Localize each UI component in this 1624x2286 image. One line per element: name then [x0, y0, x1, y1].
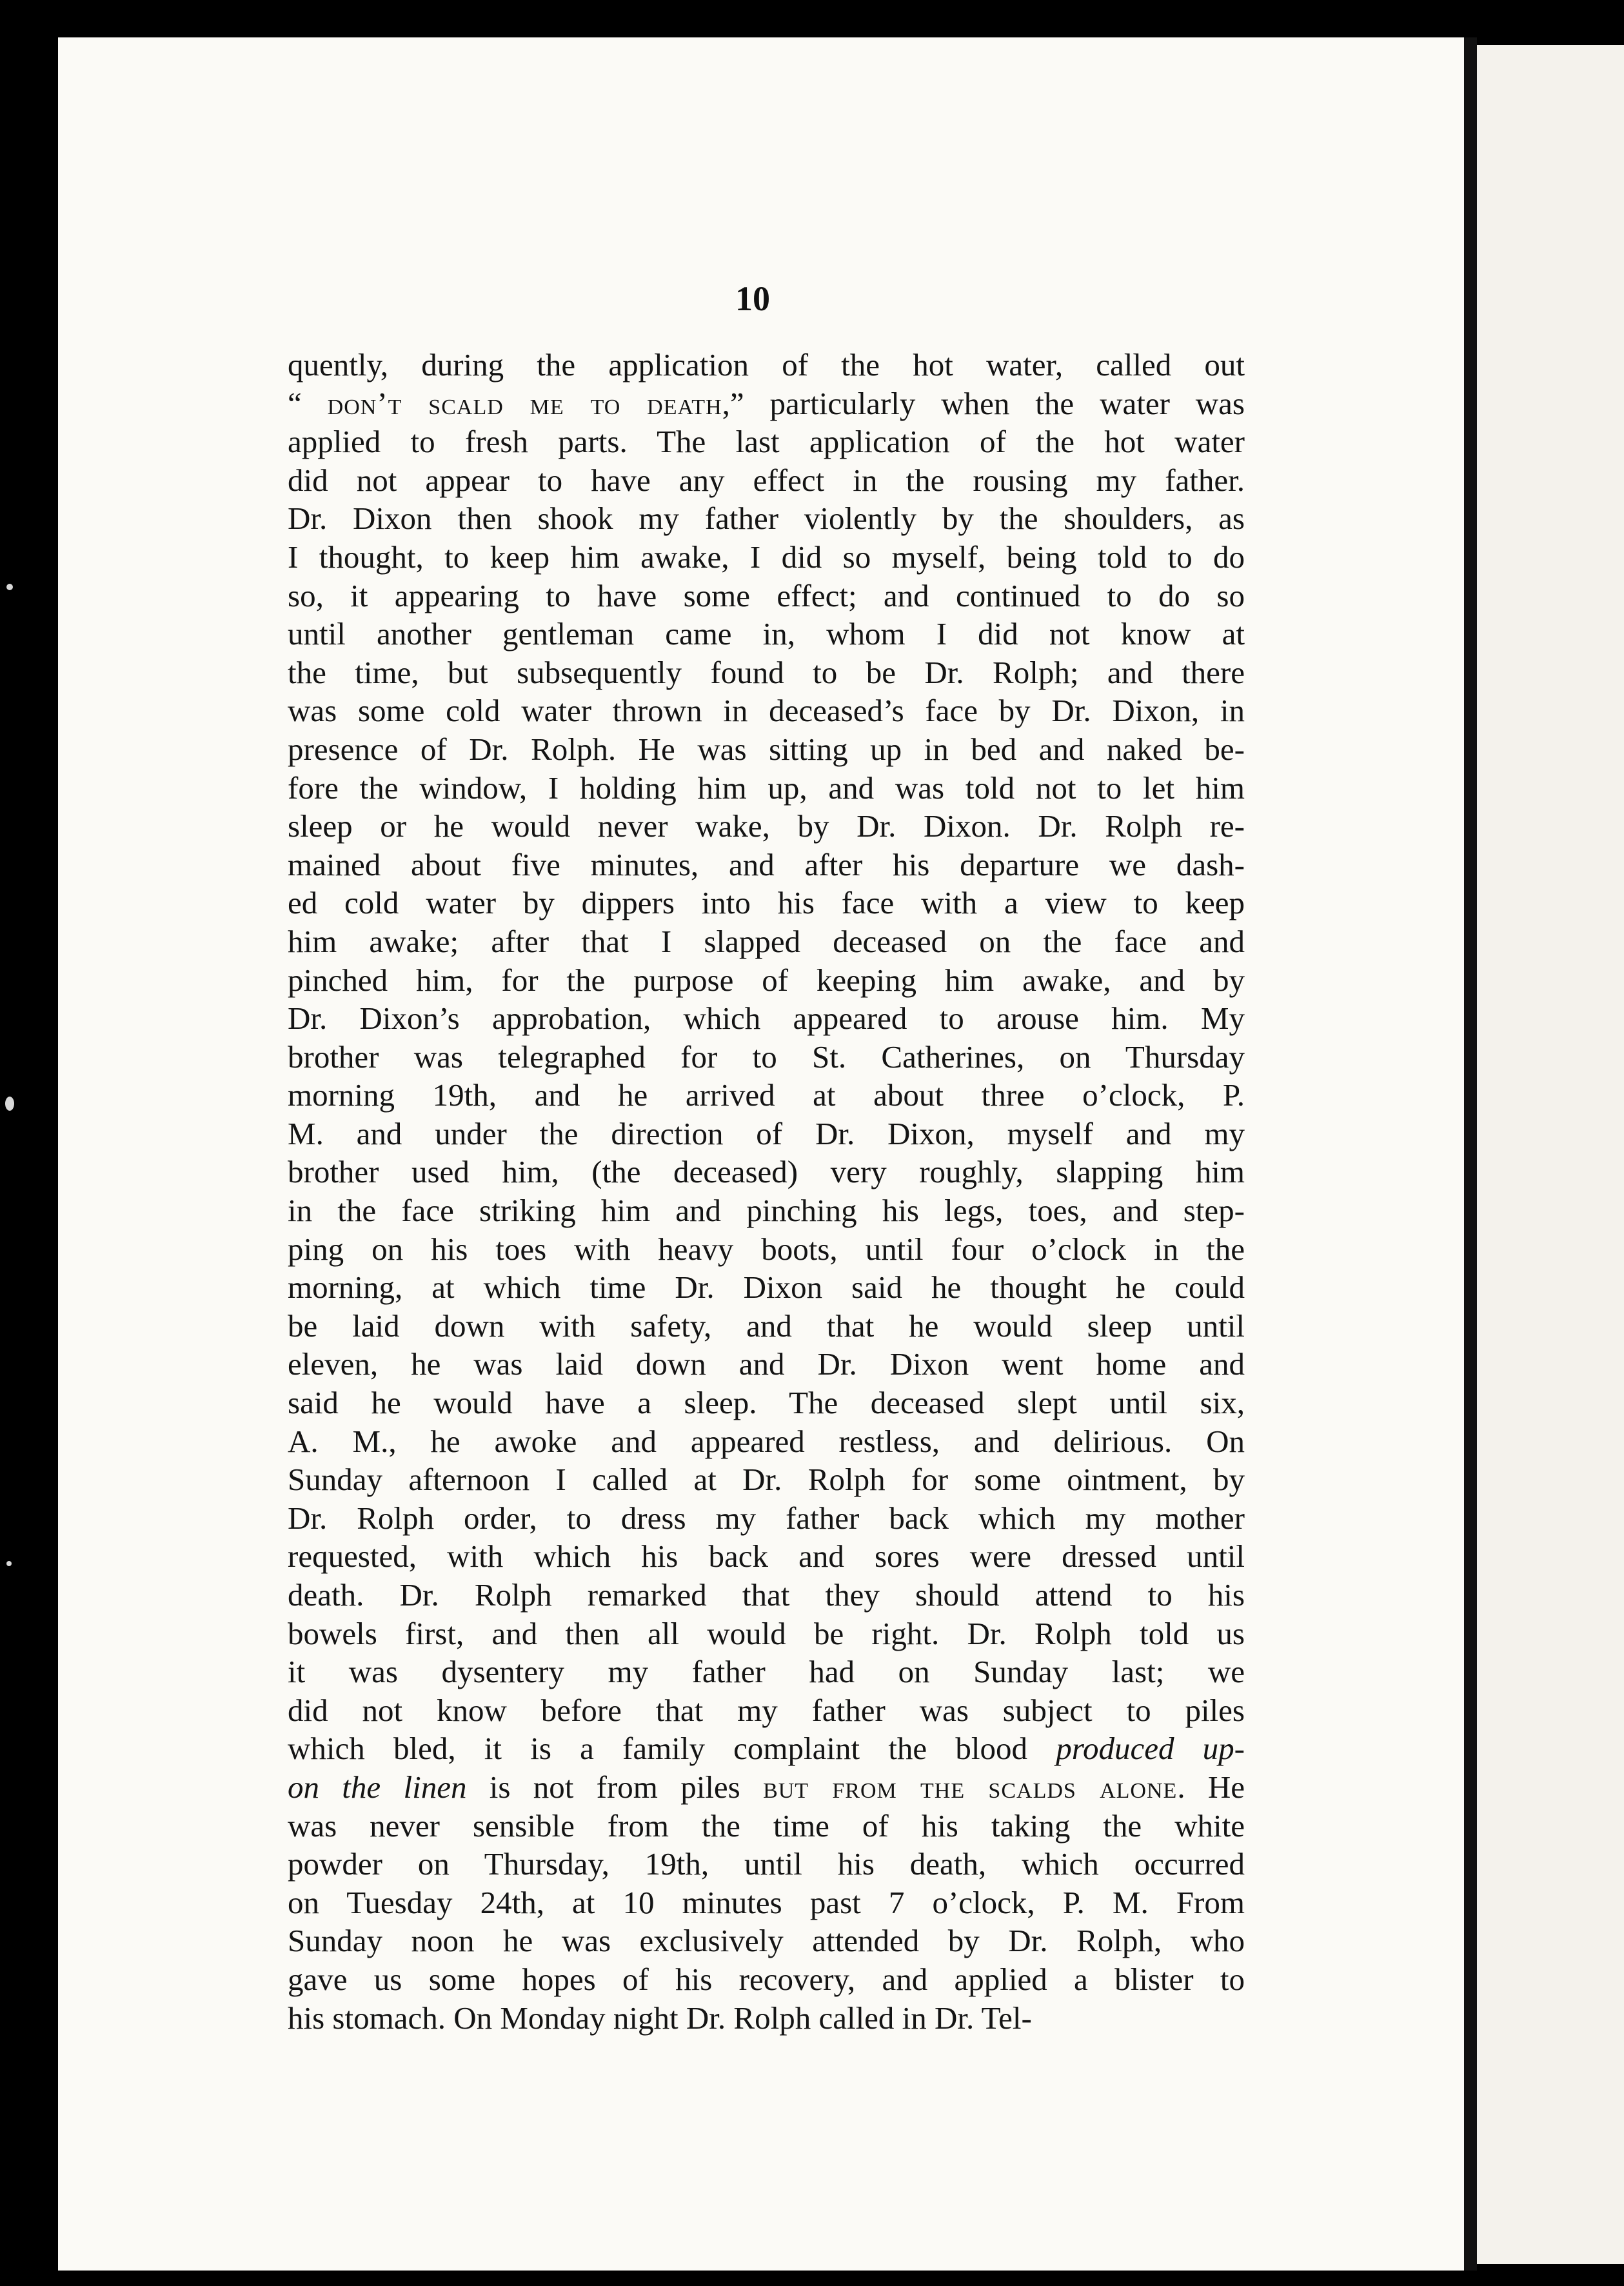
text-line — [288, 846, 1245, 884]
text-segment: his stomach. On Monday night Dr. Rolph called in Dr. Tel- — [288, 2000, 1032, 2036]
text-line — [288, 1807, 1245, 1845]
text-line — [288, 1653, 1245, 1691]
text-line — [288, 1922, 1245, 1960]
text-line — [288, 1845, 1245, 1883]
text-line — [288, 1768, 1245, 1807]
text-line — [288, 577, 1245, 615]
text-line — [288, 1999, 1245, 2038]
text-segment: Dr. Dixon then shook my father violently by the shoulders, as — [288, 501, 1245, 537]
page-gutter — [1464, 37, 1477, 2271]
text-segment: requested, with which his back and sores were dressed until — [288, 1538, 1245, 1575]
text-line — [288, 730, 1245, 769]
text-segment: applied to fresh parts. The last application of the hot water — [288, 424, 1245, 460]
page-number: 10 — [735, 279, 770, 318]
text-segment: be laid down with safety, and that he would sleep until — [288, 1307, 1245, 1344]
text-segment: was some cold water thrown in deceased’s face by Dr. Dixon, in — [288, 693, 1245, 729]
text-segment: gave us some hopes of his recovery, and applied a blister to — [288, 1961, 1245, 1997]
text-segment: powder on Thursday, 19th, until his death, which occurred — [288, 1846, 1245, 1882]
text-line — [288, 1076, 1245, 1115]
text-line — [288, 1883, 1245, 1922]
italic-text: produced up- — [1056, 1731, 1245, 1767]
text-segment: on Tuesday 24th, at 10 minutes past 7 o’clock, P. M. From — [288, 1884, 1245, 1920]
text-segment: him awake; after that I slapped deceased on the face and — [288, 923, 1245, 959]
text-line — [288, 807, 1245, 846]
text-segment: which bled, it is a family complaint the blood — [288, 1731, 1056, 1767]
small-caps-text: don’t scald me to death — [327, 385, 722, 421]
text-segment: ping on his toes with heavy boots, until four o’clock in the — [288, 1231, 1245, 1267]
text-line — [288, 1307, 1245, 1346]
text-segment: sleep or he would never wake, by Dr. Dixon. Dr. Rolph re- — [288, 808, 1245, 844]
text-line — [288, 384, 1245, 423]
text-segment: M. and under the direction of Dr. Dixon, myself and my — [288, 1115, 1245, 1151]
text-line — [288, 1576, 1245, 1615]
text-segment: eleven, he was laid down and Dr. Dixon went home and — [288, 1346, 1245, 1382]
text-segment: I thought, to keep him awake, I did so myself, being told to do — [288, 539, 1245, 575]
scan-speck — [6, 1561, 12, 1566]
text-line — [288, 615, 1245, 653]
text-segment: quently, during the application of the hot water, called out — [288, 347, 1245, 383]
text-line — [288, 1268, 1245, 1307]
text-segment: “ — [288, 385, 328, 421]
text-line — [288, 691, 1245, 730]
text-segment: in the face striking him and pinching his legs, toes, and step- — [288, 1193, 1245, 1229]
scan-speck — [5, 1097, 14, 1111]
text-line — [288, 1153, 1245, 1191]
text-segment: death. Dr. Rolph remarked that they should attend to his — [288, 1577, 1245, 1613]
text-segment: is not from piles — [466, 1769, 764, 1805]
text-line — [288, 769, 1245, 808]
adjacent-page-edge — [1477, 45, 1624, 2264]
text-segment: morning, at which time Dr. Dixon said he thought he could — [288, 1269, 1245, 1306]
text-segment: until another gentleman came in, whom I did not know at — [288, 616, 1245, 652]
text-segment: Sunday noon he was exclusively attended by Dr. Rolph, who — [288, 1923, 1245, 1959]
text-segment: mained about five minutes, and after his departure we dash- — [288, 846, 1245, 882]
text-segment: A. M., he awoke and appeared restless, and delirious. On — [288, 1423, 1245, 1459]
text-line — [288, 1038, 1245, 1077]
text-line — [288, 1191, 1245, 1230]
text-segment: did not know before that my father was subject to piles — [288, 1692, 1245, 1728]
text-segment: so, it appearing to have some effect; and continued to do so — [288, 577, 1245, 613]
body-text — [288, 346, 1245, 2037]
text-segment: brother used him, (the deceased) very roughly, slapping him — [288, 1154, 1245, 1190]
text-line — [288, 461, 1245, 500]
text-segment: brother was telegraphed for to St. Catherines, on Thursday — [288, 1039, 1245, 1075]
scan-speck — [6, 584, 13, 590]
text-segment: fore the window, I holding him up, and was told not to let him — [288, 770, 1245, 806]
text-line — [288, 499, 1245, 538]
text-segment: said he would have a sleep. The deceased slept until six, — [288, 1385, 1245, 1421]
text-segment: presence of Dr. Rolph. He was sitting up in bed and naked be- — [288, 731, 1245, 767]
text-line — [288, 1499, 1245, 1538]
text-segment: Dr. Dixon’s approbation, which appeared to arouse him. My — [288, 1000, 1245, 1037]
text-line — [288, 1615, 1245, 1653]
text-line — [288, 884, 1245, 922]
text-line — [288, 1115, 1245, 1153]
text-segment: was never sensible from the time of his taking the white — [288, 1807, 1245, 1844]
text-segment: morning 19th, and he arrived at about three o’clock, P. — [288, 1077, 1245, 1113]
text-segment: pinched him, for the purpose of keeping him awake, and by — [288, 962, 1245, 998]
text-line — [288, 1384, 1245, 1422]
text-line — [288, 1460, 1245, 1499]
text-line — [288, 1345, 1245, 1384]
text-line — [288, 1537, 1245, 1576]
text-line — [288, 1691, 1245, 1730]
text-segment: did not appear to have any effect in the rousing my father. — [288, 462, 1245, 498]
text-line — [288, 922, 1245, 961]
text-line — [288, 999, 1245, 1038]
text-segment: it was dysentery my father had on Sunday last; we — [288, 1654, 1245, 1690]
text-line — [288, 1960, 1245, 1999]
text-segment: Sunday afternoon I called at Dr. Rolph for some ointment, by — [288, 1462, 1245, 1498]
text-segment: . He — [1177, 1769, 1245, 1805]
text-segment: bowels first, and then all would be right. Dr. Rolph told us — [288, 1615, 1245, 1651]
italic-text: on the linen — [288, 1769, 467, 1805]
text-line — [288, 961, 1245, 1000]
text-line — [288, 346, 1245, 384]
text-segment: Dr. Rolph order, to dress my father back which my mother — [288, 1500, 1245, 1536]
text-line — [288, 1422, 1245, 1461]
text-line — [288, 1230, 1245, 1269]
text-segment: ,” particularly when the water was — [722, 385, 1245, 421]
text-line — [288, 422, 1245, 461]
text-segment: ed cold water by dippers into his face with a view to keep — [288, 885, 1245, 921]
small-caps-text: but from the scalds alone — [763, 1769, 1178, 1805]
text-line — [288, 653, 1245, 692]
text-line — [288, 1729, 1245, 1768]
text-line — [288, 538, 1245, 577]
text-segment: the time, but subsequently found to be Dr. Rolph; and there — [288, 654, 1245, 690]
